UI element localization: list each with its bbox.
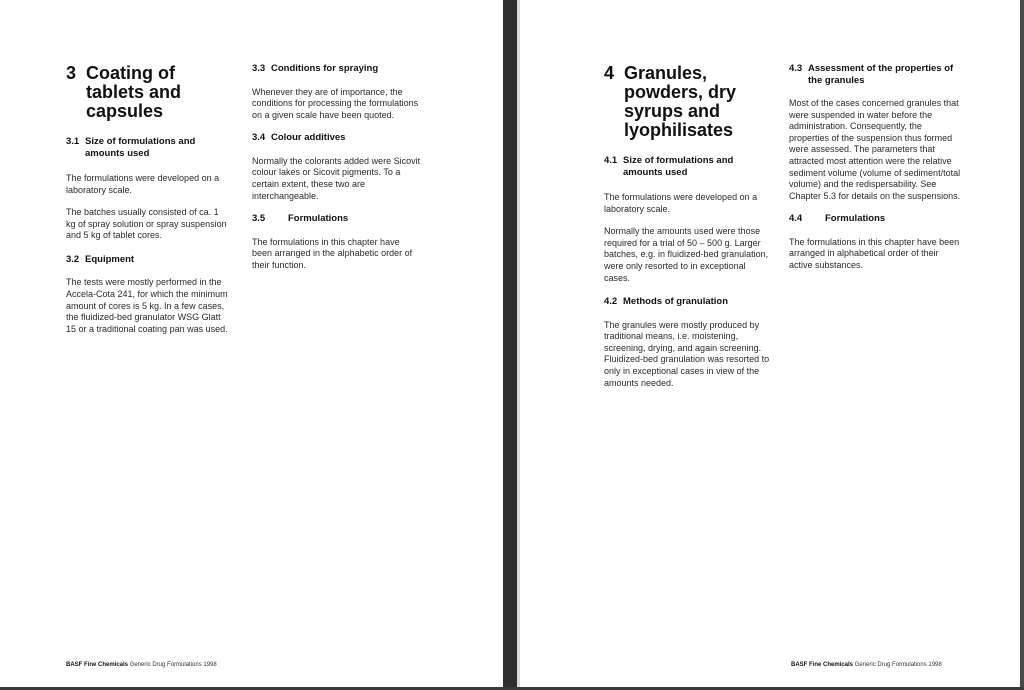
section-3-5-paragraph: The formulations in this chapter have been arranged in the alphabetic order of their function. <box>252 236 413 270</box>
footer-text: Generic Drug Formulations 1998 <box>129 662 217 668</box>
section-3-1-paragraph-2: The batches usually consisted of ca. 1 kg of spray solution or spray suspension and 5 kg of tablet cores. <box>66 207 227 241</box>
section-number: 4.4 <box>789 213 803 225</box>
section-4-4-heading <box>789 213 961 225</box>
section-number: 3.2 <box>66 253 80 265</box>
section-4-2-heading <box>604 296 774 308</box>
chapter-number: 4 <box>604 63 615 83</box>
section-number: 4.3 <box>789 63 803 74</box>
right-column-2 <box>789 63 961 272</box>
section-title: Size of formulations and amounts used <box>623 155 734 178</box>
left-column-2 <box>252 63 422 271</box>
section-title: Formulations <box>288 213 349 225</box>
section-4-3-paragraph: Most of the cases concerned granules that were suspended in water before the administration. Consequently, the properties of the suspension thus formed were assessed. The parameters that attracted most attention were the relative sediment volume (volume of sediment/total volume) and the redispersability. See Chapter 5.3 for details on the suspensions. <box>789 98 961 201</box>
section-3-5-heading <box>252 213 422 225</box>
section-number: 4.1 <box>604 155 618 166</box>
section-number: 3.4 <box>252 132 266 144</box>
section-title: Formulations <box>825 213 886 225</box>
left-page <box>0 0 503 690</box>
section-3-4-paragraph: Normally the colorants added were Sicovit colour lakes or Sicovit pigments. To a certain extent, these two are interchangeable. <box>252 155 421 201</box>
section-3-1-heading <box>66 136 228 159</box>
section-3-1-paragraph-1: The formulations were developed on a laboratory scale. <box>66 173 220 195</box>
footer-text: Generic Drug Formulations 1998 <box>854 662 942 668</box>
section-number: 3.5 <box>252 213 266 225</box>
section-3-3-paragraph: Whenever they are of importance, the conditions for processing the formulations on a given scale have been quoted. <box>252 86 419 120</box>
section-4-1-heading <box>604 155 774 178</box>
section-4-1-paragraph-1: The formulations were developed on a laboratory scale. <box>604 192 758 214</box>
section-title: Colour additives <box>271 132 346 144</box>
right-column-1 <box>604 64 774 389</box>
left-column-1 <box>66 64 228 335</box>
chapter-title: Coating of tablets and capsules <box>86 63 182 121</box>
chapter-4-heading <box>604 64 774 140</box>
section-title: Methods of granulation <box>623 296 729 308</box>
section-4-4-paragraph: The formulations in this chapter have been arranged in alphabetical order of their active substances. <box>789 236 960 271</box>
chapter-3-heading <box>66 64 228 121</box>
footer-brand: BASF Fine Chemicals <box>66 662 129 668</box>
viewer-scroll-edge <box>1020 0 1024 690</box>
left-page-footer <box>66 661 217 669</box>
chapter-number: 3 <box>66 63 77 83</box>
section-title: Assessment of the properties of the granules <box>808 63 954 86</box>
section-title: Equipment <box>85 253 135 265</box>
section-title: Size of formulations and amounts used <box>85 136 196 159</box>
section-4-1-paragraph-2: Normally the amounts used were those required for a trial of 50 – 500 g. Larger batches, e.g. in fluidized-bed granulation, were only resorted to in exceptional cases. <box>604 226 769 283</box>
section-3-2-heading <box>66 254 228 266</box>
right-page <box>520 0 1024 690</box>
chapter-title: Granules, powders, dry syrups and lyophilisates <box>624 63 737 140</box>
footer-brand: BASF Fine Chemicals <box>791 662 854 668</box>
section-4-2-paragraph: The granules were mostly produced by traditional means, i.e. moistening, screening, drying, and again screening. Fluidized-bed granulation was resorted to only in exceptional cases in view of the amounts needed. <box>604 319 770 388</box>
section-number: 3.3 <box>252 63 266 74</box>
section-number: 3.1 <box>66 136 80 147</box>
right-page-footer <box>791 661 942 669</box>
section-3-3-heading <box>252 63 422 75</box>
section-title: Conditions for spraying <box>271 63 379 74</box>
section-4-3-heading <box>789 63 961 86</box>
section-3-4-heading <box>252 132 422 144</box>
section-number: 4.2 <box>604 296 618 308</box>
section-3-2-paragraph: The tests were mostly performed in the Accela-Cota 241, for which the minimum amount of cores is 5 kg. In a few cases, the fluidized-bed granulator WSG Glatt 15 or a traditional coating pan was used. <box>66 277 228 334</box>
